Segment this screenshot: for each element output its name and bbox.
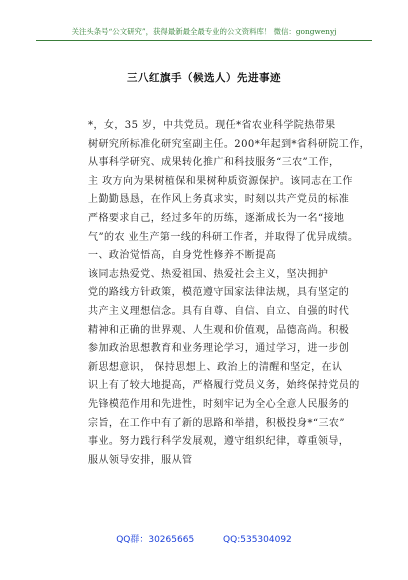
section-heading: 一、政治觉悟高，自身党性修养不断提高 [88, 250, 277, 262]
body-line: 共产主义理想信念。具有自尊、自信、自立、自强的时代 [88, 305, 350, 317]
document-body [88, 117, 371, 470]
document-title: 三八红旗手（候选人）先进事迹 [127, 72, 281, 84]
body-line: 树研究所标准化研究室副主任。200*年起到*省科研院工作， [88, 138, 371, 150]
body-line: 精神和正确的世界观、人生观和价值观，品德高尚。积极 [88, 324, 350, 336]
body-line: 先锋模范作用和先进性，时刻牢记为全心全意人民服务的 [88, 398, 350, 410]
body-line: *，女，35 岁，中共党员。现任*省农业科学院热带果 [88, 120, 336, 131]
footer-qq-number: QQ:535304092 [223, 535, 292, 545]
body-line: 上勤勤恳恳，在作风上务真求实，时刻以共产党员的标准 [88, 194, 350, 206]
body-line: 参加政治思想教育和业务理论学习，通过学习，进一步创 [88, 343, 350, 355]
body-line: 该同志热爱党、热爱祖国、热爱社会主义，坚决拥护 [88, 268, 329, 280]
body-line: 识上有了较大地提高，严格履行党员义务，始终保持党员的 [88, 380, 360, 392]
footer-contact [0, 532, 408, 545]
header-divider [36, 40, 372, 41]
body-line: 宗旨，在工作中有了新的思路和举措，积极投身*“三农” [88, 417, 345, 429]
body-line: 新思想意识， 保持思想上、政治上的清醒和坚定，在认 [88, 361, 343, 373]
body-line: 严格要求自己，经过多年的历练，逐渐成长为一名“接地 [88, 212, 345, 224]
banner-text: 关注头条号“公文研究”，获得最新最全最专业的公文资料库！ 微信：gongwenyj [71, 27, 337, 36]
body-line: 从事科学研究、成果转化推广和科技服务“三农”工作， [88, 157, 340, 169]
footer-qq-group: QQ群：30265665 [116, 535, 195, 545]
body-line: 服从领导安排，服从管 [88, 454, 193, 466]
body-line: 气”的农 业生产第一线的科研工作者，并取得了优异成绩。 [88, 231, 359, 243]
body-line: 主 攻方向为果树植保和果树种质资源保护。该同志在工作 [88, 175, 353, 187]
body-line: 党的路线方针政策，模范遵守国家法律法规，具有坚定的 [88, 287, 350, 299]
body-line: 事业。努力践行科学发展观，遵守组织纪律，尊重领导， [88, 436, 350, 448]
